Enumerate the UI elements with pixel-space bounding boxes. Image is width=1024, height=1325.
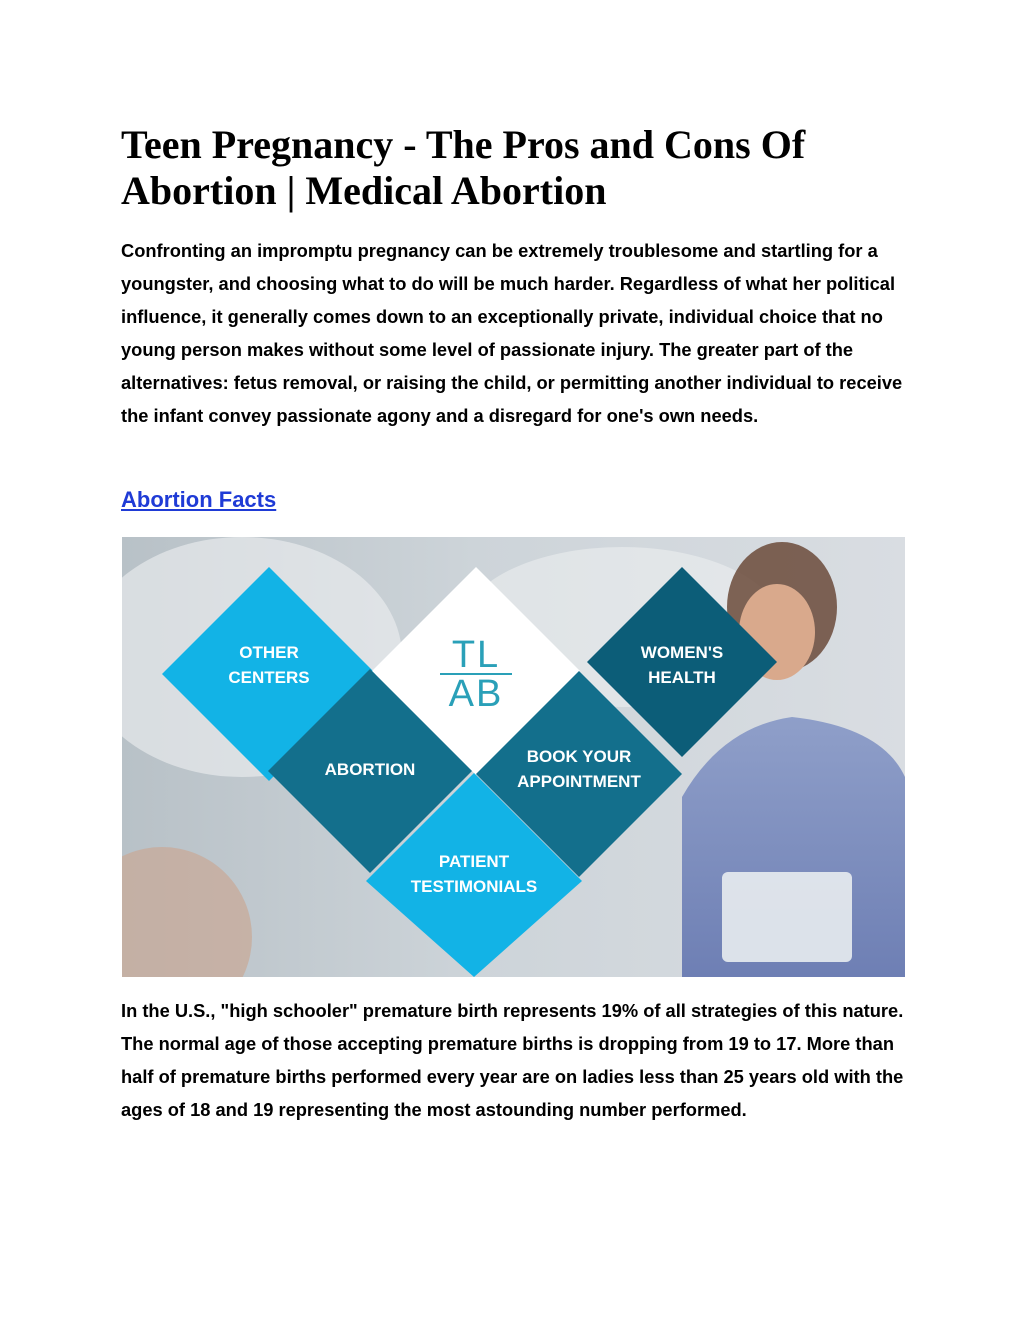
intro-paragraph: Confronting an impromptu pregnancy can be extremely troublesome and startling for a youngster, and choosing what to do will be much harder. Regardless of what her political influence, it generally comes down to an exceptionally private, individual choice that no young person makes without some level of passionate injury. The greater part of the alternatives: fetus removal, or raising the child, or permitting another individual to receive the infant convey passionate agony and a disregard for one's own needs. [121, 240, 903, 426]
hero-image [122, 537, 905, 977]
svg-text:HEALTH: HEALTH [648, 668, 716, 687]
logo-ab: AB [448, 673, 504, 715]
title-line-2: Abortion | Medical Abortion [121, 168, 607, 213]
svg-text:OTHER: OTHER [239, 643, 299, 662]
svg-text:TESTIMONIALS: TESTIMONIALS [410, 877, 538, 896]
abortion-facts-link[interactable]: Abortion Facts [121, 487, 277, 512]
logo-tl: TL [451, 634, 501, 676]
svg-text:ABORTION: ABORTION [324, 760, 416, 779]
svg-text:PATIENT: PATIENT [438, 852, 510, 871]
stats-paragraph: In the U.S., "high schooler" premature birth represents 19% of all strategies of this nature. The normal age of those accepting premature births is dropping from 19 to 17. More than half of premature births performed every year are on ladies less than 25 years old with the ages of 18 and 19 representing the most astounding number performed. [121, 1000, 904, 1120]
svg-text:WOMEN'S: WOMEN'S [640, 643, 724, 662]
svg-text:CENTERS: CENTERS [228, 668, 310, 687]
clipboard [722, 872, 852, 962]
svg-text:APPOINTMENT: APPOINTMENT [517, 772, 641, 791]
title-line-1: Teen Pregnancy - The Pros and Cons Of [121, 122, 806, 167]
page-title [121, 122, 921, 214]
svg-text:BOOK YOUR: BOOK YOUR [526, 747, 632, 766]
